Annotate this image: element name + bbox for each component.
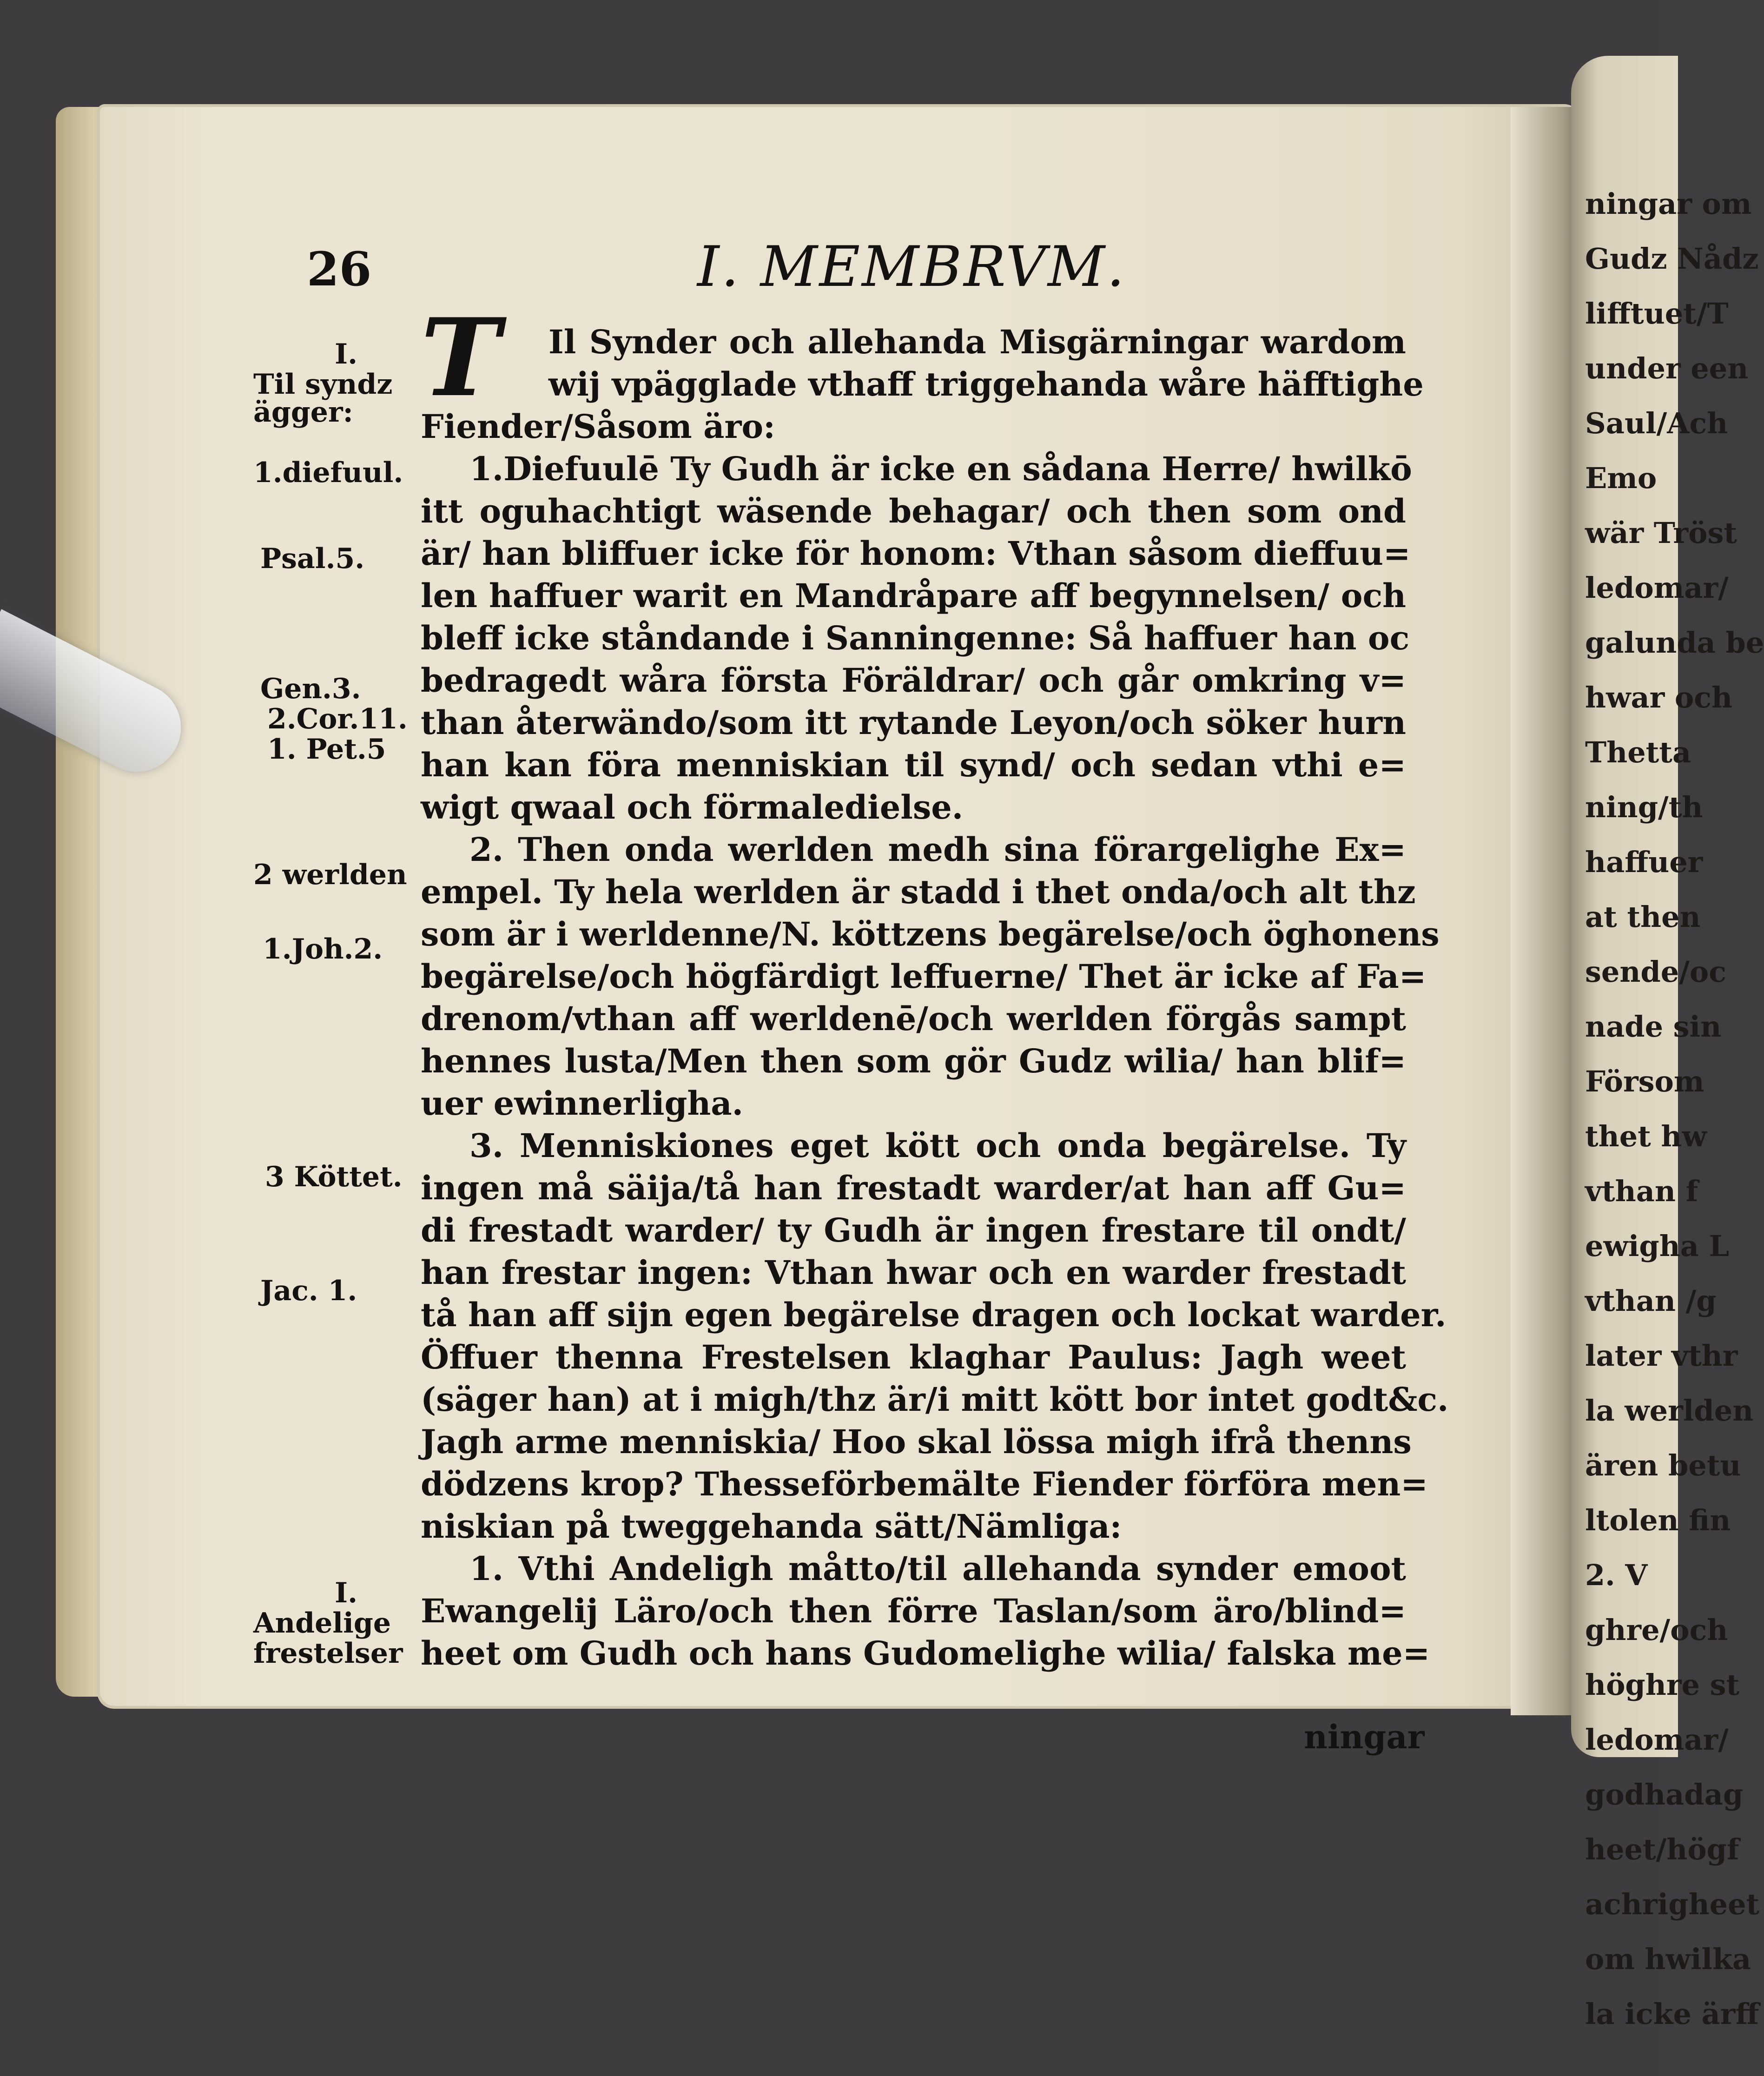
facing-page-line: thet hw [1585,1119,1707,1153]
body-line: 1.Diefuulē Ty Gudh är icke en sådana Herre/ hwilkō [469,450,1412,488]
facing-page-line: later vthr [1585,1339,1738,1373]
facing-page-line: ären betu [1585,1448,1741,1482]
facing-page-line: ningar om [1585,187,1752,221]
body-line: di frestadt warder/ ty Gudh är ingen frestare til ondt/ [421,1211,1406,1250]
margin-note: Til syndz [253,368,393,401]
facing-page-line: at then [1585,900,1701,934]
body-line: Fiender/Såsom äro: [421,407,775,446]
facing-page-line: under een [1585,351,1749,385]
body-line: dödzens krop? Thesseförbemälte Fiender förföra men= [421,1465,1428,1503]
facing-page-line: ledomar/ [1585,1723,1729,1757]
margin-note: frestelser [253,1637,403,1670]
facing-page-line: vthan f [1585,1174,1698,1208]
body-line: Öffuer thenna Frestelsen klaghar Paulus: Jagh weet [421,1338,1406,1376]
facing-page-line: heet/högf [1585,1832,1739,1866]
facing-page-line: godhadag [1585,1778,1744,1812]
body-line: är/ han bliffuer icke för honom: Vthan såsom dieffuu= [421,534,1411,573]
body-line: (säger han) at i migh/thz är/i mitt kött bor intet godt&c. [421,1380,1449,1419]
body-line: drenom/vthan aff werldenē/och werlden förgås sampt [421,999,1406,1038]
catchword: ningar [1304,1718,1425,1756]
margin-note: Psal.5. [260,542,365,575]
body-line: 2. Then onda werlden medh sina förargelighe Ex= [469,830,1406,869]
body-line: Il Synder och allehanda Misgärningar wardom [548,323,1406,361]
body-line: heet om Gudh och hans Gudomelighe wilia/ falska me= [421,1634,1430,1673]
body-line: han frestar ingen: Vthan hwar och en warder frestadt [421,1253,1406,1292]
body-line: begärelse/och högfärdigt leffuerne/ Thet är icke af Fa= [421,957,1427,996]
body-line: som är i werldenne/N. köttzens begärelse/och öghonens [421,915,1440,953]
facing-page-line: höghre st [1585,1668,1740,1702]
body-line: wij vpägglade vthaff triggehanda wåre häfftighe [548,365,1424,403]
body-line: ingen må säija/tå han frestadt warder/at han aff Gu= [421,1169,1406,1207]
facing-page-line: la werlden [1585,1394,1754,1428]
body-line: hennes lusta/Men then som gör Gudz wilia/ han blif= [421,1042,1406,1080]
margin-note: Jac. 1. [260,1275,357,1307]
margin-note: 1. Pet.5 [267,733,386,766]
margin-note: I. [335,1577,357,1609]
facing-page-line: Emo [1585,461,1657,495]
body-line: wigt qwaal och förmaledielse. [421,788,964,826]
facing-page-line: Saul/Ach [1585,406,1728,440]
facing-page-line: Gudz Nådz [1585,242,1759,276]
facing-page-line: om hwilka [1585,1942,1751,1976]
facing-page-line: la icke ärff [1585,1997,1759,2031]
margin-note: 1.diefuul. [253,456,403,489]
facing-page-line: ltolen fin [1585,1503,1731,1537]
margin-note: 2 werlden [253,859,407,891]
facing-page-line: hwar och [1585,681,1733,714]
margin-note: Gen.3. [260,673,361,705]
margin-note: Andelige [253,1607,391,1640]
margin-note: ägger: [253,396,353,429]
margin-note: 2.Cor.11. [267,703,408,735]
margin-note: 1.Joh.2. [263,933,383,965]
facing-page-line: wär Tröst [1585,516,1737,550]
facing-page-line: achrigheet [1585,1887,1760,1921]
facing-page-line: nade sin [1585,1010,1722,1044]
facing-page-line: haffuer [1585,845,1703,879]
page-number: 26 [307,242,372,297]
facing-page-line: ning/th [1585,790,1703,824]
body-line: Ewangelij Läro/och then förre Taslan/som äro/blind= [421,1592,1406,1630]
body-line: len haffuer warit en Mandråpare aff begynnelsen/ och [421,576,1406,615]
body-line: 1. Vthi Andeligh måtto/til allehanda synder emoot [469,1549,1406,1588]
facing-page-line: Thetta [1585,735,1691,769]
facing-page-text [1585,177,1764,2042]
body-line: niskian på tweggehanda sätt/Nämliga: [421,1507,1122,1546]
body-line: bedragedt wåra första Föräldrar/ och går omkring v= [421,661,1406,700]
body-line: han kan föra menniskian til synd/ och sedan vthi e= [421,746,1406,784]
facing-page-line: lifftuet/T [1585,297,1729,331]
facing-page-line: ledomar/ [1585,571,1729,605]
body-line: uer ewinnerligha. [421,1084,744,1123]
facing-page-line: Försom [1585,1064,1705,1098]
body-line: than återwändo/som itt rytande Leyon/och söker hurn [421,703,1406,742]
body-line: bleff icke ståndande i Sanningenne: Så haffuer han oc [421,619,1410,657]
margin-note: 3 Köttet. [265,1161,403,1193]
decorated-initial: T [421,295,501,421]
facing-page-line: ghre/och [1585,1613,1728,1647]
body-line: empel. Ty hela werlden är stadd i thet onda/och alt thz [421,873,1416,911]
body-line: tå han aff sijn egen begärelse dragen och lockat warder. [421,1296,1447,1334]
facing-page-line: vthan /g [1585,1284,1717,1318]
body-line: itt oguhachtigt wäsende behagar/ och then som ond [421,492,1406,530]
running-head: I. MEMBRVM. [697,235,1126,299]
body-line: 3. Menniskiones eget kött och onda begärelse. Ty [469,1126,1406,1165]
margin-note: I. [335,338,357,370]
facing-page-line: galunda be [1585,626,1764,660]
facing-page-line: 2. V [1585,1558,1648,1592]
facing-page-line: ewigha L [1585,1229,1730,1263]
facing-page [1571,56,1764,2031]
body-line: Jagh arme menniskia/ Hoo skal lössa migh ifrå thenns [421,1422,1412,1461]
facing-page-line: sende/oc [1585,955,1726,989]
